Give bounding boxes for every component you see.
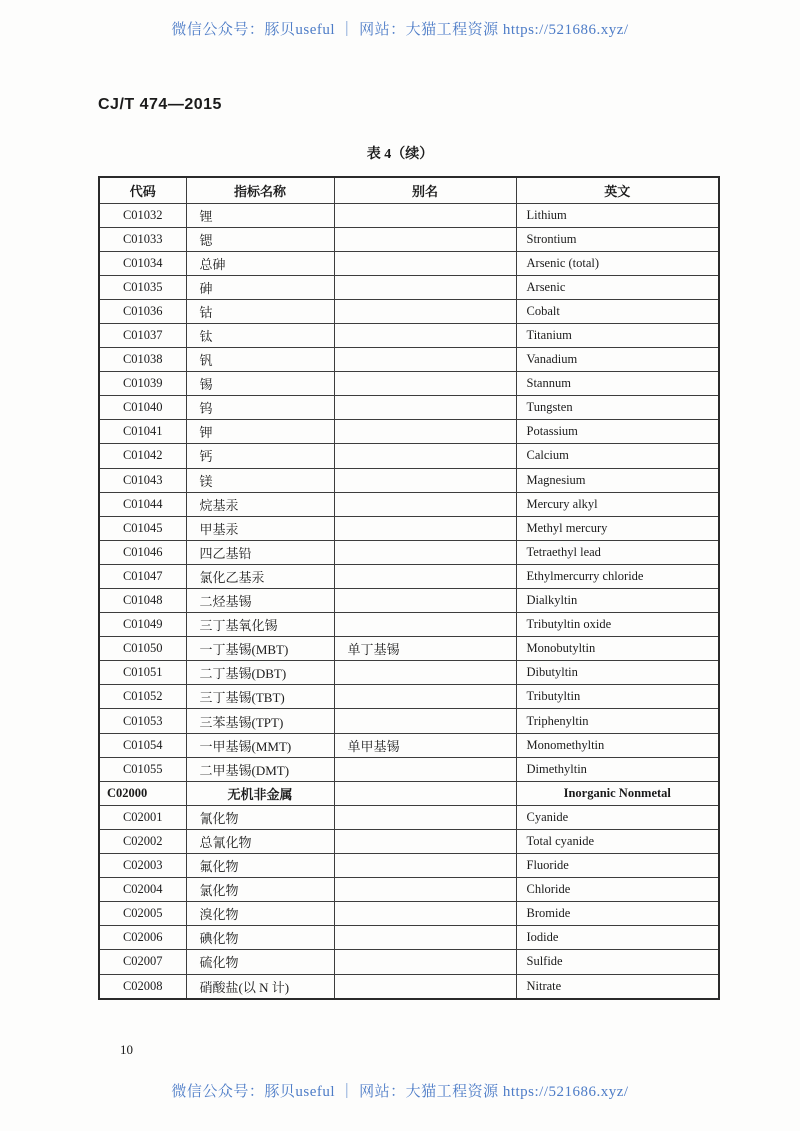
table-body: [99, 203, 719, 999]
cell-name: 溴化物: [186, 902, 334, 926]
cell-code: C01054: [99, 733, 186, 757]
cell-english: Magnesium: [516, 468, 719, 492]
header-code: 代码: [99, 177, 186, 203]
page-number: 10: [120, 1042, 133, 1057]
table-row: [99, 661, 719, 685]
table-row: [99, 854, 719, 878]
table-row: [99, 348, 719, 372]
cell-alias: [334, 950, 516, 974]
cell-english: Fluoride: [516, 854, 719, 878]
cell-alias: 单丁基锡: [334, 637, 516, 661]
cell-name: 镁: [186, 468, 334, 492]
cell-alias: [334, 709, 516, 733]
cell-english: Monomethyltin: [516, 733, 719, 757]
cell-code: C01035: [99, 275, 186, 299]
cell-alias: [334, 926, 516, 950]
cell-alias: [334, 757, 516, 781]
cell-code: C02001: [99, 805, 186, 829]
cell-alias: [334, 902, 516, 926]
cell-code: C01051: [99, 661, 186, 685]
cell-alias: [334, 299, 516, 323]
cell-code: C02007: [99, 950, 186, 974]
cell-code: C01043: [99, 468, 186, 492]
cell-name: 三丁基锡(TBT): [186, 685, 334, 709]
cell-alias: [334, 781, 516, 805]
table-row: [99, 299, 719, 323]
cell-english: Inorganic Nonmetal: [516, 781, 719, 805]
table-row: [99, 564, 719, 588]
cell-name: 甲基汞: [186, 516, 334, 540]
cell-english: Iodide: [516, 926, 719, 950]
table-row: [99, 637, 719, 661]
cell-name: 钾: [186, 420, 334, 444]
cell-name: 碘化物: [186, 926, 334, 950]
cell-name: 总氰化物: [186, 829, 334, 853]
watermark-bottom: 微信公众号：豚贝useful ｜ 网站：大猫工程资源 https://521686.xyz/: [171, 1084, 629, 1100]
cell-name: 氰化物: [186, 805, 334, 829]
cell-code: C01041: [99, 420, 186, 444]
cell-english: Bromide: [516, 902, 719, 926]
cell-alias: [334, 444, 516, 468]
cell-code: C01052: [99, 685, 186, 709]
table-row: [99, 805, 719, 829]
cell-code: C02003: [99, 854, 186, 878]
table-row: [99, 227, 719, 251]
cell-name: 钙: [186, 444, 334, 468]
cell-english: Tributyltin oxide: [516, 613, 719, 637]
cell-english: Vanadium: [516, 348, 719, 372]
table-row: [99, 323, 719, 347]
table-row: [99, 829, 719, 853]
table-row: [99, 203, 719, 227]
cell-alias: [334, 878, 516, 902]
cell-alias: [334, 396, 516, 420]
table-row: [99, 492, 719, 516]
cell-english: Lithium: [516, 203, 719, 227]
cell-alias: [334, 227, 516, 251]
table-row: [99, 613, 719, 637]
header-name: 指标名称: [186, 177, 334, 203]
header-alias: 别名: [334, 177, 516, 203]
cell-alias: [334, 613, 516, 637]
cell-alias: [334, 829, 516, 853]
cell-code: C01045: [99, 516, 186, 540]
cell-alias: [334, 275, 516, 299]
cell-alias: [334, 468, 516, 492]
cell-english: Dimethyltin: [516, 757, 719, 781]
cell-alias: [334, 564, 516, 588]
table-row: [99, 950, 719, 974]
cell-alias: [334, 589, 516, 613]
header-english: 英文: [516, 177, 719, 203]
cell-english: Nitrate: [516, 974, 719, 999]
cell-code: C01040: [99, 396, 186, 420]
cell-name: 钛: [186, 323, 334, 347]
cell-english: Mercury alkyl: [516, 492, 719, 516]
cell-name: 锡: [186, 372, 334, 396]
cell-code: C02005: [99, 902, 186, 926]
cell-code: C01046: [99, 540, 186, 564]
table-row: [99, 733, 719, 757]
cell-name: 钒: [186, 348, 334, 372]
cell-alias: 单甲基锡: [334, 733, 516, 757]
cell-alias: [334, 805, 516, 829]
table-row: [99, 444, 719, 468]
cell-name: 二烃基锡: [186, 589, 334, 613]
cell-code: C01055: [99, 757, 186, 781]
cell-alias: [334, 854, 516, 878]
cell-code: C01039: [99, 372, 186, 396]
cell-code: C01034: [99, 251, 186, 275]
cell-english: Dialkyltin: [516, 589, 719, 613]
cell-english: Arsenic: [516, 275, 719, 299]
cell-code: C01032: [99, 203, 186, 227]
cell-english: Tributyltin: [516, 685, 719, 709]
cell-name: 二丁基锡(DBT): [186, 661, 334, 685]
cell-english: Chloride: [516, 878, 719, 902]
cell-english: Ethylmercurry chloride: [516, 564, 719, 588]
table-row: [99, 709, 719, 733]
table-row: [99, 372, 719, 396]
cell-code: C01050: [99, 637, 186, 661]
cell-name: 氯化乙基汞: [186, 564, 334, 588]
cell-name: 锂: [186, 203, 334, 227]
table-row: [99, 420, 719, 444]
cell-english: Tetraethyl lead: [516, 540, 719, 564]
cell-english: Arsenic (total): [516, 251, 719, 275]
cell-name: 二甲基锡(DMT): [186, 757, 334, 781]
table-row: [99, 251, 719, 275]
cell-english: Dibutyltin: [516, 661, 719, 685]
cell-name: 总砷: [186, 251, 334, 275]
cell-name: 锶: [186, 227, 334, 251]
table-row: [99, 540, 719, 564]
cell-name: 硝酸盐(以 N 计): [186, 974, 334, 999]
cell-english: Sulfide: [516, 950, 719, 974]
cell-code: C01033: [99, 227, 186, 251]
cell-name: 氯化物: [186, 878, 334, 902]
table-row: [99, 468, 719, 492]
cell-name: 一丁基锡(MBT): [186, 637, 334, 661]
watermark-top: 微信公众号：豚贝useful ｜ 网站：大猫工程资源 https://521686.xyz/: [171, 22, 629, 38]
table-row: [99, 878, 719, 902]
cell-code: C02000: [99, 781, 186, 805]
cell-name: 三苯基锡(TPT): [186, 709, 334, 733]
cell-english: Triphenyltin: [516, 709, 719, 733]
cell-name: 烷基汞: [186, 492, 334, 516]
cell-code: C01037: [99, 323, 186, 347]
cell-alias: [334, 974, 516, 999]
cell-code: C02004: [99, 878, 186, 902]
cell-english: Potassium: [516, 420, 719, 444]
header-row: [99, 177, 719, 203]
cell-english: Cobalt: [516, 299, 719, 323]
cell-english: Total cyanide: [516, 829, 719, 853]
table-row: [99, 685, 719, 709]
table-caption: 表 4（续）: [366, 147, 434, 162]
cell-name: 钨: [186, 396, 334, 420]
cell-alias: [334, 685, 516, 709]
cell-name: 一甲基锡(MMT): [186, 733, 334, 757]
cell-english: Calcium: [516, 444, 719, 468]
cell-name: 无机非金属: [186, 781, 334, 805]
cell-alias: [334, 420, 516, 444]
cell-name: 氟化物: [186, 854, 334, 878]
cell-english: Titanium: [516, 323, 719, 347]
cell-alias: [334, 348, 516, 372]
table-row: [99, 275, 719, 299]
table-row: [99, 396, 719, 420]
cell-code: C01049: [99, 613, 186, 637]
cell-code: C02008: [99, 974, 186, 999]
indicator-table-wrap: [98, 176, 718, 1000]
cell-name: 钴: [186, 299, 334, 323]
cell-english: Monobutyltin: [516, 637, 719, 661]
cell-code: C02002: [99, 829, 186, 853]
cell-english: Stannum: [516, 372, 719, 396]
cell-alias: [334, 516, 516, 540]
cell-name: 硫化物: [186, 950, 334, 974]
table-row: [99, 974, 719, 999]
cell-english: Cyanide: [516, 805, 719, 829]
cell-name: 四乙基铅: [186, 540, 334, 564]
doc-number: CJ/T 474—2015: [98, 96, 222, 113]
cell-code: C01048: [99, 589, 186, 613]
cell-english: Strontium: [516, 227, 719, 251]
table-row: [99, 926, 719, 950]
table-header: [99, 177, 719, 203]
cell-name: 三丁基氧化锡: [186, 613, 334, 637]
indicator-table: [98, 176, 720, 1000]
cell-alias: [334, 492, 516, 516]
cell-code: C01044: [99, 492, 186, 516]
cell-alias: [334, 203, 516, 227]
cell-alias: [334, 323, 516, 347]
cell-code: C01053: [99, 709, 186, 733]
table-row: [99, 589, 719, 613]
cell-alias: [334, 540, 516, 564]
cell-code: C01047: [99, 564, 186, 588]
cell-english: Tungsten: [516, 396, 719, 420]
cell-code: C01036: [99, 299, 186, 323]
cell-alias: [334, 661, 516, 685]
cell-code: C01042: [99, 444, 186, 468]
section-row: [99, 781, 719, 805]
cell-alias: [334, 251, 516, 275]
table-row: [99, 902, 719, 926]
table-row: [99, 516, 719, 540]
cell-name: 砷: [186, 275, 334, 299]
cell-english: Methyl mercury: [516, 516, 719, 540]
cell-code: C02006: [99, 926, 186, 950]
table-row: [99, 757, 719, 781]
cell-code: C01038: [99, 348, 186, 372]
cell-alias: [334, 372, 516, 396]
